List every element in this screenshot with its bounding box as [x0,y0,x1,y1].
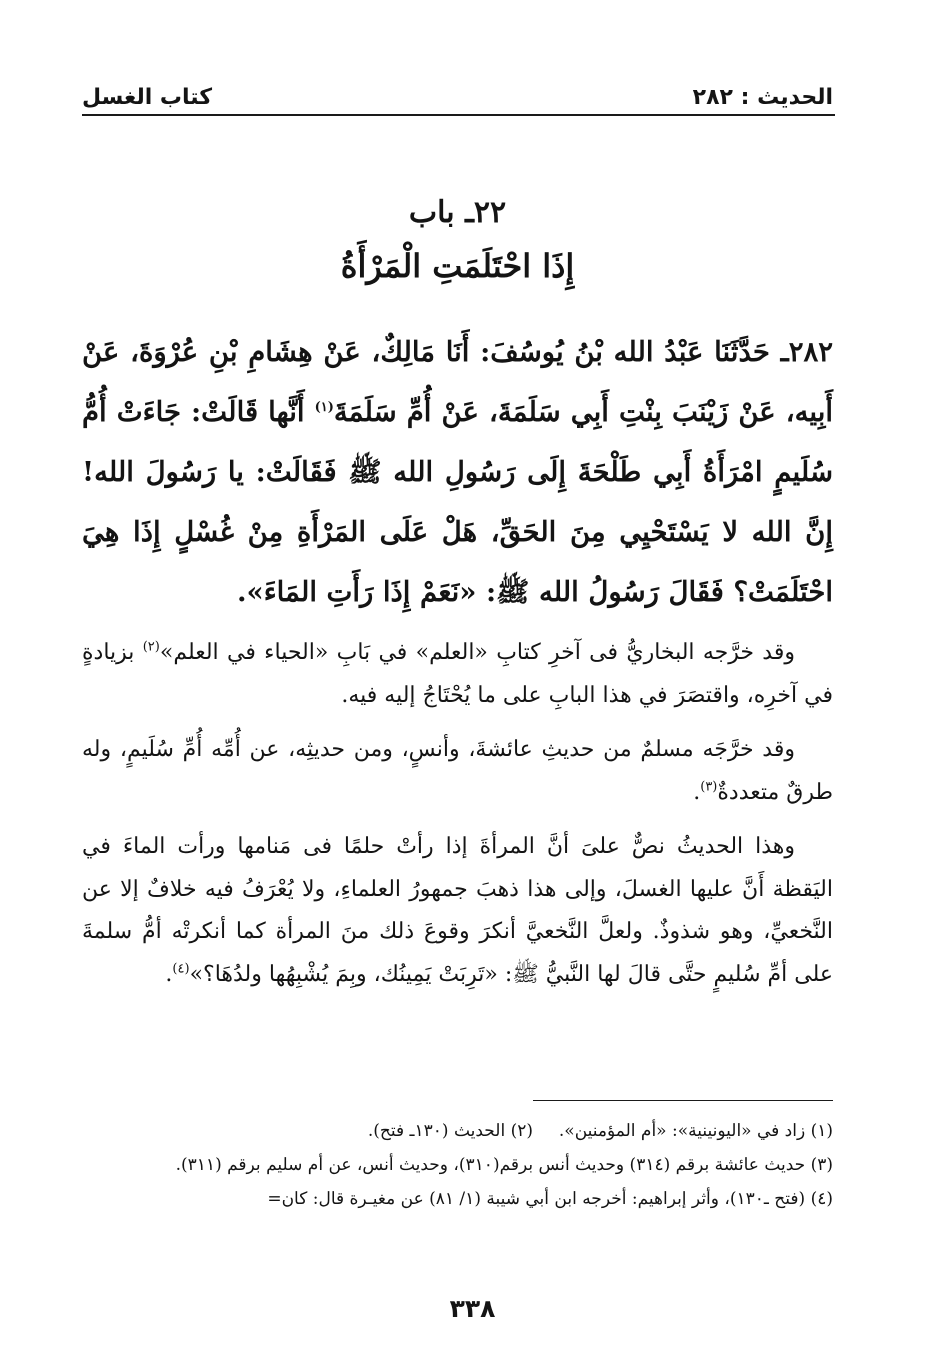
footnote-ref-4: (٤) [172,961,190,977]
footnote-ref-3: (٣) [700,779,718,795]
commentary-paragraph-3 [82,826,833,996]
footnote-4: (٤) (فتح ـ١٣٠)، وأثر إبراهيم: أخرجه ابن أبي شيبة (١/ ٨١) عن مغيـرة قال: كان= [267,1189,833,1209]
chapter-title: إِذَا احْتَلَمَتِ الْمَرْأَةُ [340,247,575,285]
commentary-text: . [165,961,173,987]
commentary-text: بزيادةٍ في آخرِه، واقتصَرَ في هذا البابِ على ما يُحْتَاجُ إليه فيه. [82,640,833,708]
chapter-number: ٢٢ـ باب [408,195,507,230]
running-header [82,70,833,110]
footnote-ref-1: (١) [314,399,334,415]
page-number: ٣٣٨ [449,1294,496,1323]
header-book-title: كتاب الغسل [82,85,213,110]
commentary-text: وقد خرَّجَه مسلمٌ من حديثِ عائشةَ، وأنسٍ، ومن حديثِه، عن أُمِّه أُمِّ سُلَيمٍ، وله طرقٌ متعددةٌ [82,737,833,805]
footnote-rule [533,1100,833,1101]
hadith-text-part: أَنَّها قَالَتْ: جَاءَتْ أُمُّ سُلَيمٍ امْرَأَةُ أَبِي طَلْحَةَ إِلَى رَسُولِ الله ﷺ فَقَالَتْ: يا رَسُولَ الله! إِنَّ الله لا يَسْتَحْيِي مِنَ الحَقِّ، هَلْ عَلَى المَرْأَةِ مِنْ غُسْلٍ إِذَا هِيَ احْتَلَمَتْ؟ فَقَالَ رَسُولُ الله ﷺ: «نَعَمْ إِذَا رَأَتِ المَاءَ». [82,396,833,608]
commentary-paragraph-2 [82,729,833,814]
footnote-ref-2: (٢) [142,639,160,655]
commentary-text: وقد خرَّجه البخاريُّ فى آخرِ كتابِ «العلم» في بَابِ «الحياء في العلم» [159,640,795,665]
hadith-text-part: ٢٨٢ـ حَدَّثَنَا عَبْدُ الله بْنُ يُوسُفَ: أَنَا مَالِكٌ، عَنْ هِشَامِ بْنِ عُرْوَةَ، عَنْ أَبِيه، عَنْ زَيْنَبَ بِنْتِ أَبِي سَلَمَةَ، عَنْ أُمِّ سَلَمَةَ [82,336,833,428]
footnote-2: (٢) الحديث (١٣٠ـ فتح). [367,1121,533,1141]
hadith-text [82,322,833,622]
header-hadith-number: الحديث : ٢٨٢ [692,85,833,110]
commentary-text: . [693,779,701,805]
chapter-heading [82,188,833,294]
header-rule [82,114,835,116]
footnote-row [82,1114,833,1148]
main-text [82,322,833,996]
commentary-text: وهذا الحديثُ نصٌّ علىَ أنَّ المرأةَ إذا رأتْ حلمًا فى مَنامها ورأت الماءَ في اليَقظة أَنَّ عليها الغسلَ، وإلى هذا ذهبَ جمهورُ العلماءِ، ولا يُعْرَفُ فيه خلافٌ إلا عن النَّخعيِّ، وهو شذوذٌ. ولعلَّ النَّخعيَّ أنكرَ وقوعَ ذلك منَ المرأة كما أنكرتْه أمُّ سلمةَ على أمِّ سُليمٍ حتَّى قالَ لها النَّبيُّ ﷺ: «تَرِبَتْ يَمِينُك، وبِمَ يُشْبِهُها ولدُهَا؟» [82,834,833,987]
footnotes [82,1114,833,1216]
commentary-paragraph-1 [82,632,833,717]
footnote-1: (١) زاد في «اليونينية»: «أم المؤمنين». [558,1121,833,1141]
footnote-3: (٣) حديث عائشة برقم (٣١٤) وحديث أنس برقم(٣١٠)، وحديث أنس، عن أم سليم برقم (٣١١). [175,1155,833,1175]
